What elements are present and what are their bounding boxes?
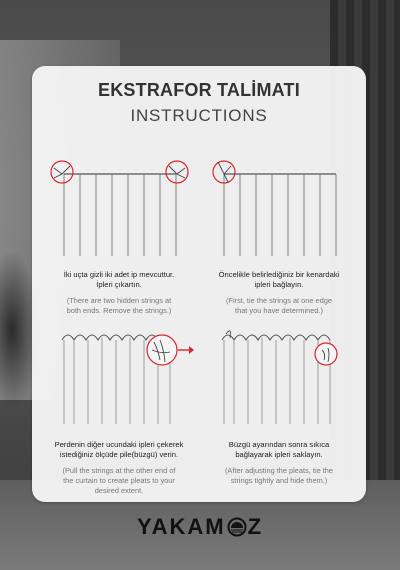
logo-text-left: YAKAM (136, 514, 226, 539)
step-2-en-line-2: that you have determined.) (235, 306, 323, 315)
step-3-tr-line-2: istediğiniz ölçüde pile(büzgü) verin. (59, 450, 179, 459)
step-1-tr-line-2: İpleri çıkartın. (96, 280, 142, 289)
step-4-tr-line-1: Büzgü ayarından sonra sıkıca (228, 440, 330, 449)
logo-text-right: Z (247, 514, 264, 539)
step-4 (204, 316, 354, 496)
page-subtitle: INSTRUCTIONS (130, 106, 268, 125)
highlight-circle (147, 335, 177, 365)
highlight-circle (166, 161, 188, 183)
page-title: EKSTRAFOR TALİMATI (98, 80, 300, 100)
step-3-tr-line-1: Perdenin diğer ucundaki ipleri çekerek (54, 440, 184, 449)
step-2-illustration (204, 156, 354, 266)
step-1-en-line-1: (There are two hidden strings at (66, 296, 172, 305)
step-4-illustration (204, 316, 354, 434)
step-2-tr-line-1: Öncelikle belirlediğiniz bir kenardaki (218, 270, 340, 279)
step-1-illustration (44, 156, 194, 266)
brand-logo (0, 514, 400, 540)
instruction-card (32, 66, 366, 502)
highlight-circle (315, 343, 337, 365)
step-4-en-line-1: (After adjusting the pleats, tie the (224, 466, 334, 475)
step-2-en-line-1: (First, tie the strings at one edge (226, 296, 332, 305)
step-3-en-line-2: the curtain to create pleats to your (63, 476, 175, 485)
step-2 (204, 156, 354, 326)
step-1-en-line-2: both ends. Remove the strings.) (66, 306, 172, 315)
highlight-circle (51, 161, 73, 183)
step-3-en-line-3: desired extent. (94, 486, 144, 495)
step-3 (44, 316, 194, 496)
step-4-en-line-2: strings tightly and hide them.) (230, 476, 328, 485)
step-4-tr-line-2: bağlayarak ipleri saklayın. (235, 450, 323, 459)
step-3-illustration (44, 316, 194, 434)
sunset-emblem-icon (227, 517, 247, 537)
step-2-tr-line-2: ipleri bağlayın. (254, 280, 304, 289)
step-3-en-line-1: (Pull the strings at the other end of (62, 466, 176, 475)
step-1 (44, 156, 194, 326)
step-1-tr-line-1: İki uçta gizli iki adet ip mevcuttur. (63, 270, 175, 279)
arrow-right-icon (189, 346, 194, 354)
